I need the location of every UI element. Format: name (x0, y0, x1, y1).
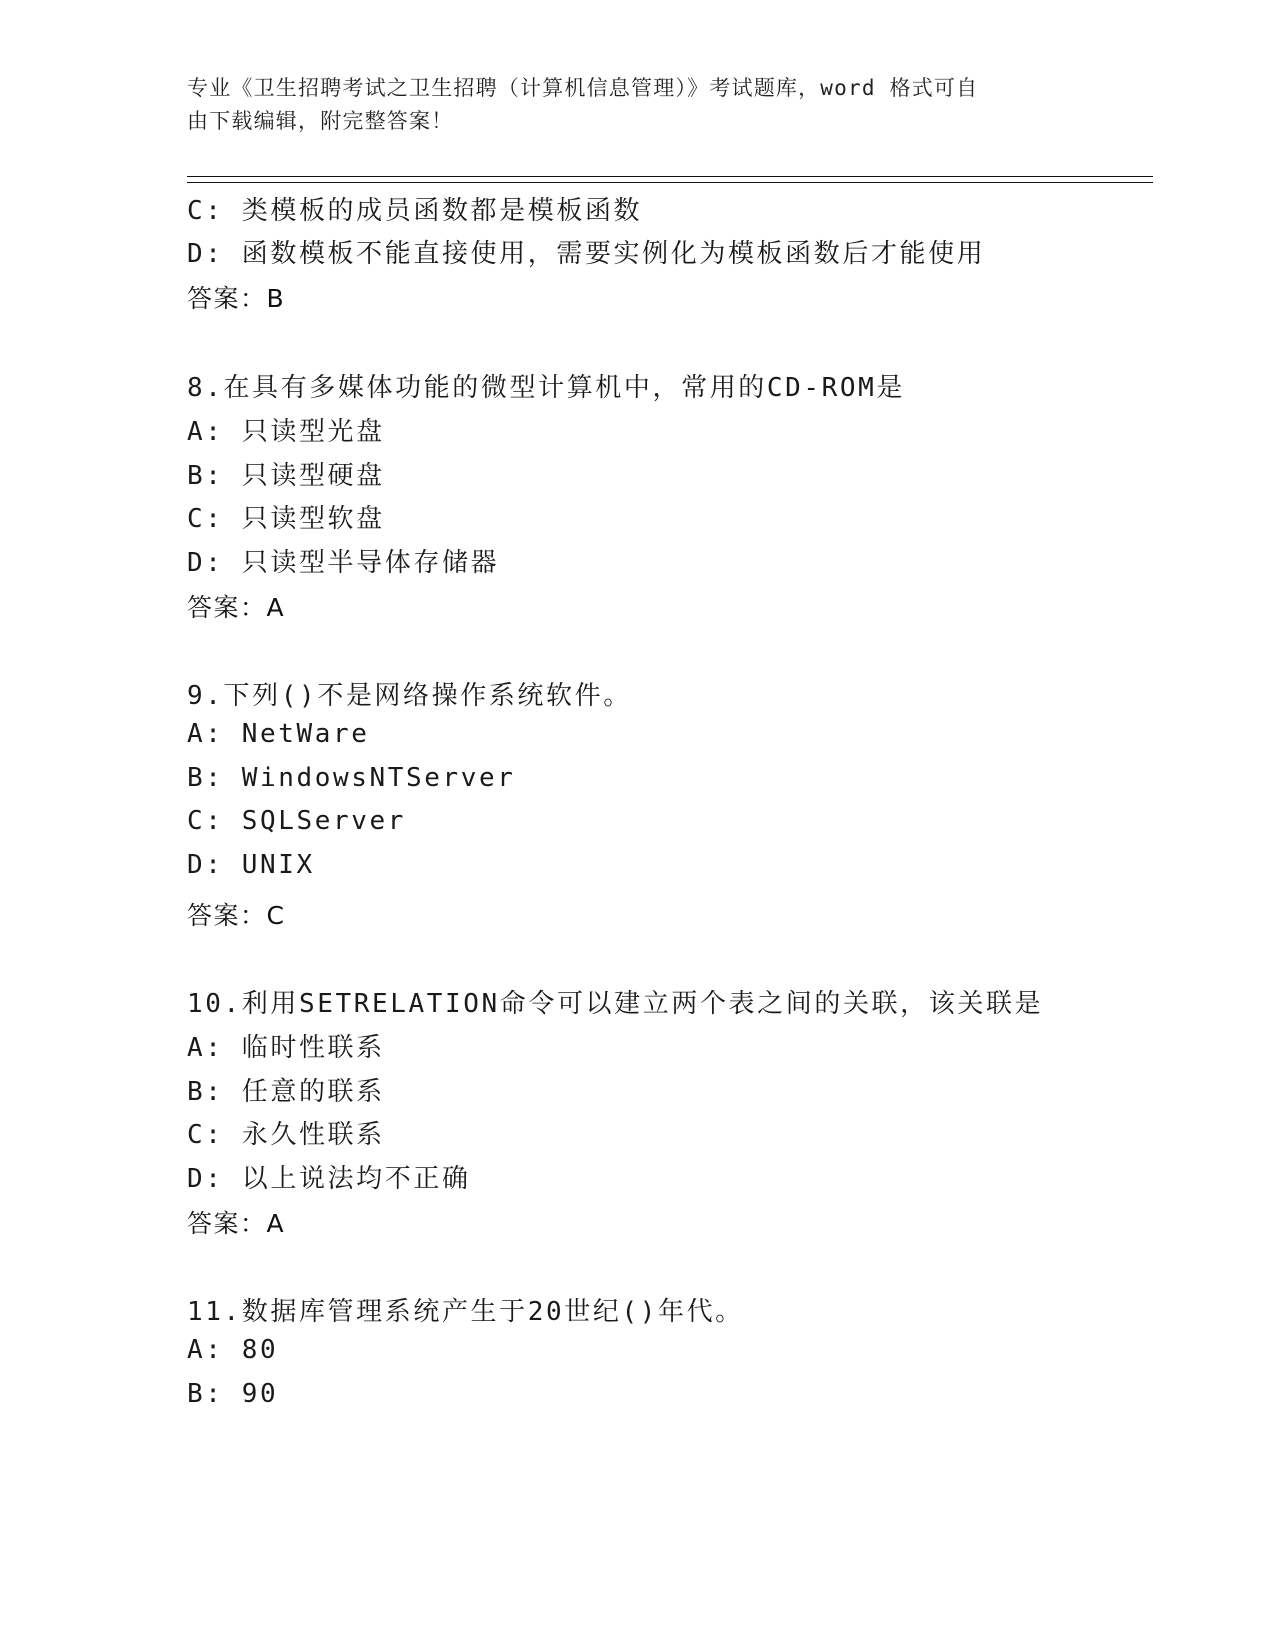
question-8-option-b: B: 只读型硬盘 (187, 461, 385, 491)
question-8-stem: 8.在具有多媒体功能的微型计算机中，常用的CD-ROM是 (187, 373, 906, 403)
question-9-option-a: A: NetWare (187, 719, 370, 749)
header-divider-bottom (187, 182, 1153, 183)
question-8-option-c: C: 只读型软盘 (187, 504, 385, 534)
question-10-option-c: C: 永久性联系 (187, 1120, 385, 1150)
question-10-option-d: D: 以上说法均不正确 (187, 1164, 471, 1194)
question-8-answer: 答案：A (187, 593, 286, 622)
prev-question-answer: 答案：B (187, 284, 286, 313)
document-header (187, 72, 1067, 138)
question-8-option-a: A: 只读型光盘 (187, 417, 385, 447)
question-8-option-d: D: 只读型半导体存储器 (187, 548, 500, 578)
question-9-option-d: D: UNIX (187, 850, 315, 880)
prev-question-option-c: C: 类模板的成员函数都是模板函数 (187, 196, 643, 226)
question-9-option-b: B: WindowsNTServer (187, 763, 516, 793)
question-9-answer: 答案：C (187, 901, 286, 930)
question-10-option-a: A: 临时性联系 (187, 1033, 385, 1063)
question-11-option-a: A: 80 (187, 1335, 279, 1365)
question-10-answer: 答案：A (187, 1209, 286, 1238)
question-10-stem: 10.利用SETRELATION命令可以建立两个表之间的关联，该关联是 (187, 989, 1044, 1019)
header-line-2: 由下载编辑，附完整答案！ (187, 109, 454, 133)
header-line-1: 专业《卫生招聘考试之卫生招聘（计算机信息管理）》考试题库，word 格式可自 (187, 76, 979, 100)
question-10-option-b: B: 任意的联系 (187, 1077, 385, 1107)
prev-question-option-d: D: 函数模板不能直接使用，需要实例化为模板函数后才能使用 (187, 239, 986, 269)
question-11-stem: 11.数据库管理系统产生于20世纪()年代。 (187, 1297, 744, 1327)
question-11-option-b: B: 90 (187, 1379, 279, 1409)
question-9-option-c: C: SQLServer (187, 806, 407, 836)
header-divider-top (187, 176, 1153, 177)
question-9-stem: 9.下列()不是网络操作系统软件。 (187, 681, 632, 711)
